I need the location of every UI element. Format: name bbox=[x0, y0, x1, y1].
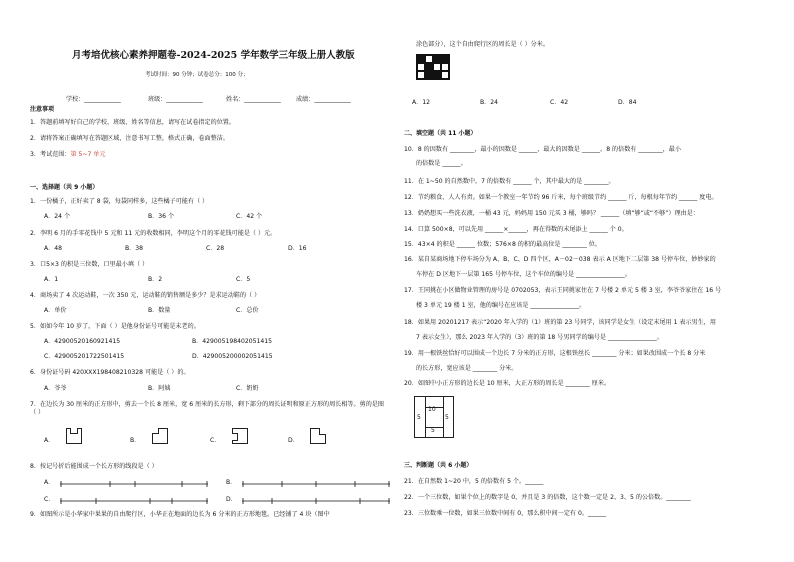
exam-scope: 第 5~7 单元 bbox=[70, 151, 106, 158]
q20: 20．如图中小正方形的边长是 10 厘米，大正方形的周长是 ________ 厘米。 bbox=[404, 380, 611, 387]
q5: 5．如如今年 10 岁了，下面（ ）是他身份证号可能是末老的。 bbox=[30, 323, 200, 330]
q4: 4．商场卖了 4 次运动鞋，一次 350 元，运动鞋的销售额是多少？是求运动鞋的（ ） bbox=[30, 292, 261, 299]
q6: 6．身份证号码 420XXX198408210328 可能是（ ）的。 bbox=[30, 369, 190, 376]
q2-option-c: C．28 bbox=[206, 245, 225, 252]
q18: 18．如果用 20201217 表示“2020 年入学的（1）班的第 23 号同学，该同学是女生（设定末尾用 1 表示男生，用 bbox=[404, 319, 716, 326]
q8-option-d: D． bbox=[226, 496, 237, 503]
q7-option-b: B． bbox=[130, 437, 141, 444]
q1: 1．一份橘子，正好卖了 8 袋，每袋同样多，这些橘子可能有（ ） bbox=[30, 198, 209, 205]
q10-continued: 的倍数是 ______。 bbox=[416, 160, 467, 167]
q1-option-c: C．42 个 bbox=[236, 213, 263, 220]
q5-option-c: C．429005201722501415 bbox=[44, 353, 125, 360]
q8-segment-d bbox=[242, 497, 392, 505]
q2-option-d: D．16 bbox=[288, 245, 307, 252]
q17-continued: 楼 3 单元 19 楼 1 室，他的编号在应该是 ________________。 bbox=[416, 302, 586, 309]
q9-option-d: D．84 bbox=[618, 99, 637, 106]
q3-option-a: A．1 bbox=[44, 276, 59, 283]
q4-option-b: B．数量 bbox=[148, 307, 171, 314]
q6-option-b: B．阿姨 bbox=[148, 385, 171, 392]
field-name: 姓名：____________ bbox=[226, 96, 281, 103]
q5-option-d: D．429005200002051415 bbox=[192, 353, 273, 360]
q20-label-right: 5 bbox=[445, 414, 449, 421]
q9-crawl-area-figure bbox=[416, 54, 450, 80]
q8-option-c: C． bbox=[44, 496, 55, 503]
q13: 13．奶奶想买一些洗衣液，一桶 43 元，妈妈用 150 元买 3 桶，够吗？ ______（填“够”或“不够”）理由是： bbox=[404, 210, 699, 217]
q6-option-a: A．爷爷 bbox=[44, 385, 67, 392]
q8-segment-b bbox=[242, 480, 392, 488]
q16: 16．某自某商场地下停车场分为 A、B、C、D 四个区，A－02－038 表示 A 区地下二层第 38 号停车位，妙妙家的 bbox=[404, 256, 716, 263]
field-score: 成绩：____________ bbox=[296, 96, 351, 103]
section-judge: 三、判断题（共 6 小题） bbox=[404, 462, 473, 469]
q4-option-c: C．总价 bbox=[236, 307, 259, 314]
field-school: 学校：____________ bbox=[66, 96, 121, 103]
q20-label-top: 10 bbox=[428, 406, 436, 413]
q11: 11．在 1~50 的自然数中，7 的倍数有 ______ 个，其中最大的是 ________。 bbox=[404, 178, 615, 185]
q7: 7．在边长为 30 厘米的正方形中，剪去一个长 8 厘米，宽 6 厘米的长方形，剩下部分的周长证明和原正方形的周长相等。剪的是图（ ） bbox=[30, 401, 384, 416]
q18-continued: 7 表示女生），那么 2023 年入学的（3）班的第 18 号男同学的编号是 ________________。 bbox=[416, 334, 663, 341]
q8-option-a: A． bbox=[44, 479, 55, 486]
q8-segment-c bbox=[60, 497, 210, 505]
section-choice: 一、选择题（共 9 小题） bbox=[30, 184, 99, 191]
q15: 15．43×4 的积是 ______ 位数；576×8 的积的最高位是 ________ 位。 bbox=[404, 241, 601, 248]
notice-3: 3．考试范围：第 5~7 单元 bbox=[30, 151, 106, 158]
q7-option-c: C． bbox=[210, 437, 221, 444]
q7-option-d: D． bbox=[288, 437, 299, 444]
q5-option-b: B．429005198402051415 bbox=[192, 338, 273, 345]
section-fill: 二、填空题（共 11 小题） bbox=[404, 130, 477, 137]
exam-title: 月考培优核心素养押题卷-2024-2025 学年数学三年级上册人教版 bbox=[72, 50, 355, 61]
q9-option-c: C．42 bbox=[550, 99, 569, 106]
q23: 23．三位数乘一位数，如果三位数中间有 0，那么积中间一定有 0。______ bbox=[404, 510, 607, 517]
q9-continued: 涂色部分），这个自由爬行区的周长是（ ）分米。 bbox=[416, 41, 549, 48]
q21: 21．在自然数 1~20 中，5 的倍数有 5 个。______ bbox=[404, 478, 544, 485]
q19: 19．用一根铁丝恰好可以围成一个边长 7 分米的正方形，这根铁丝长 ________ 分米；如果改围成一个长 8 分米 bbox=[404, 350, 706, 357]
q9-option-b: B．24 bbox=[480, 99, 499, 106]
q20-label-bottom: 5 bbox=[431, 427, 435, 434]
field-class: 班级：____________ bbox=[148, 96, 203, 103]
q3-option-c: C．5 bbox=[236, 276, 251, 283]
q10: 10．8 的因数有 ________，最小的因数是 ______，最大的因数是 ______。8 的倍数有 ________，最小 bbox=[404, 146, 681, 153]
q8: 8．按记号折后能围成一个长方形的线段是（ ） bbox=[30, 463, 158, 470]
q19-continued: 的长方形，宽应该是 ________ 分米。 bbox=[416, 365, 518, 372]
q6-option-c: C．奶奶 bbox=[236, 385, 259, 392]
q1-option-a: A．24 个 bbox=[44, 213, 71, 220]
q8-option-b: B． bbox=[226, 479, 237, 486]
notice-1: 1．答题前填写好自己的学校、班级、姓名等信息，请写在试卷指定的位置。 bbox=[30, 119, 235, 126]
q17: 17．王同挑在小区做物业管理的房号是 0702053，表示王同挑家住在 7 号楼 2 单元 5 楼 3 室，李爷爷家住在 16 号 bbox=[404, 287, 722, 294]
q2-option-b: B．38 bbox=[125, 245, 144, 252]
notice-title: 注意事项 bbox=[30, 106, 55, 113]
q2: 2．李明 6 月的手零花钱中 5 元和 11 元的收数相同，李明这个月的零花钱可能是（ ）元。 bbox=[30, 230, 277, 237]
q8-segment-a bbox=[60, 480, 210, 488]
q7-figure-d bbox=[310, 428, 326, 444]
q9-option-a: A．12 bbox=[412, 99, 431, 106]
notice-2: 2．请将答案正确填写在答题区域，注意书写工整，格式正确，卷面整洁。 bbox=[30, 135, 229, 142]
q7-figure-c bbox=[232, 428, 248, 444]
q1-option-b: B．36 个 bbox=[148, 213, 175, 220]
q3-option-b: B．2 bbox=[148, 276, 163, 283]
q20-label-left: 5 bbox=[417, 414, 421, 421]
q5-option-a: A．42900520160921415 bbox=[44, 338, 121, 345]
q22: 22．一个三位数，如果个位上的数字是 0，并且是 3 的倍数，这个数一定是 2、3、5 的公倍数。________ bbox=[404, 494, 691, 501]
q7-figure-a bbox=[66, 428, 82, 444]
q16-continued: 车停在 D 区地下一层第 165 号停车位，这个车位的编号是 ________________。 bbox=[416, 271, 631, 278]
q14: 14．口算 500×8，可以先用 ______×______，再在得数的末尾添上 ______ 个 0。 bbox=[404, 226, 628, 233]
q9: 9．如图所示是小华家中果果的自由爬行区，小华正在地面的边长为 6 分米的正方形地毯。已经铺了 4 块（图中 bbox=[30, 511, 330, 518]
q12: 12．节约粮食，人人有责。如果一个教室一年节约 96 斤米，每个班级节约 ______ 斤，每根每年节约 ______ 度电。 bbox=[404, 194, 718, 201]
q7-figure-b bbox=[152, 428, 168, 444]
q2-option-a: A．48 bbox=[44, 245, 63, 252]
q3: 3．口5×3 的积是三位数，口里最小填（ ） bbox=[30, 261, 149, 268]
q7-option-a: A． bbox=[44, 437, 55, 444]
q4-option-a: A．单价 bbox=[44, 307, 67, 314]
exam-info: 考试时间：90 分钟；试卷总分：100 分； bbox=[145, 72, 249, 78]
q20-square-figure bbox=[414, 396, 454, 438]
